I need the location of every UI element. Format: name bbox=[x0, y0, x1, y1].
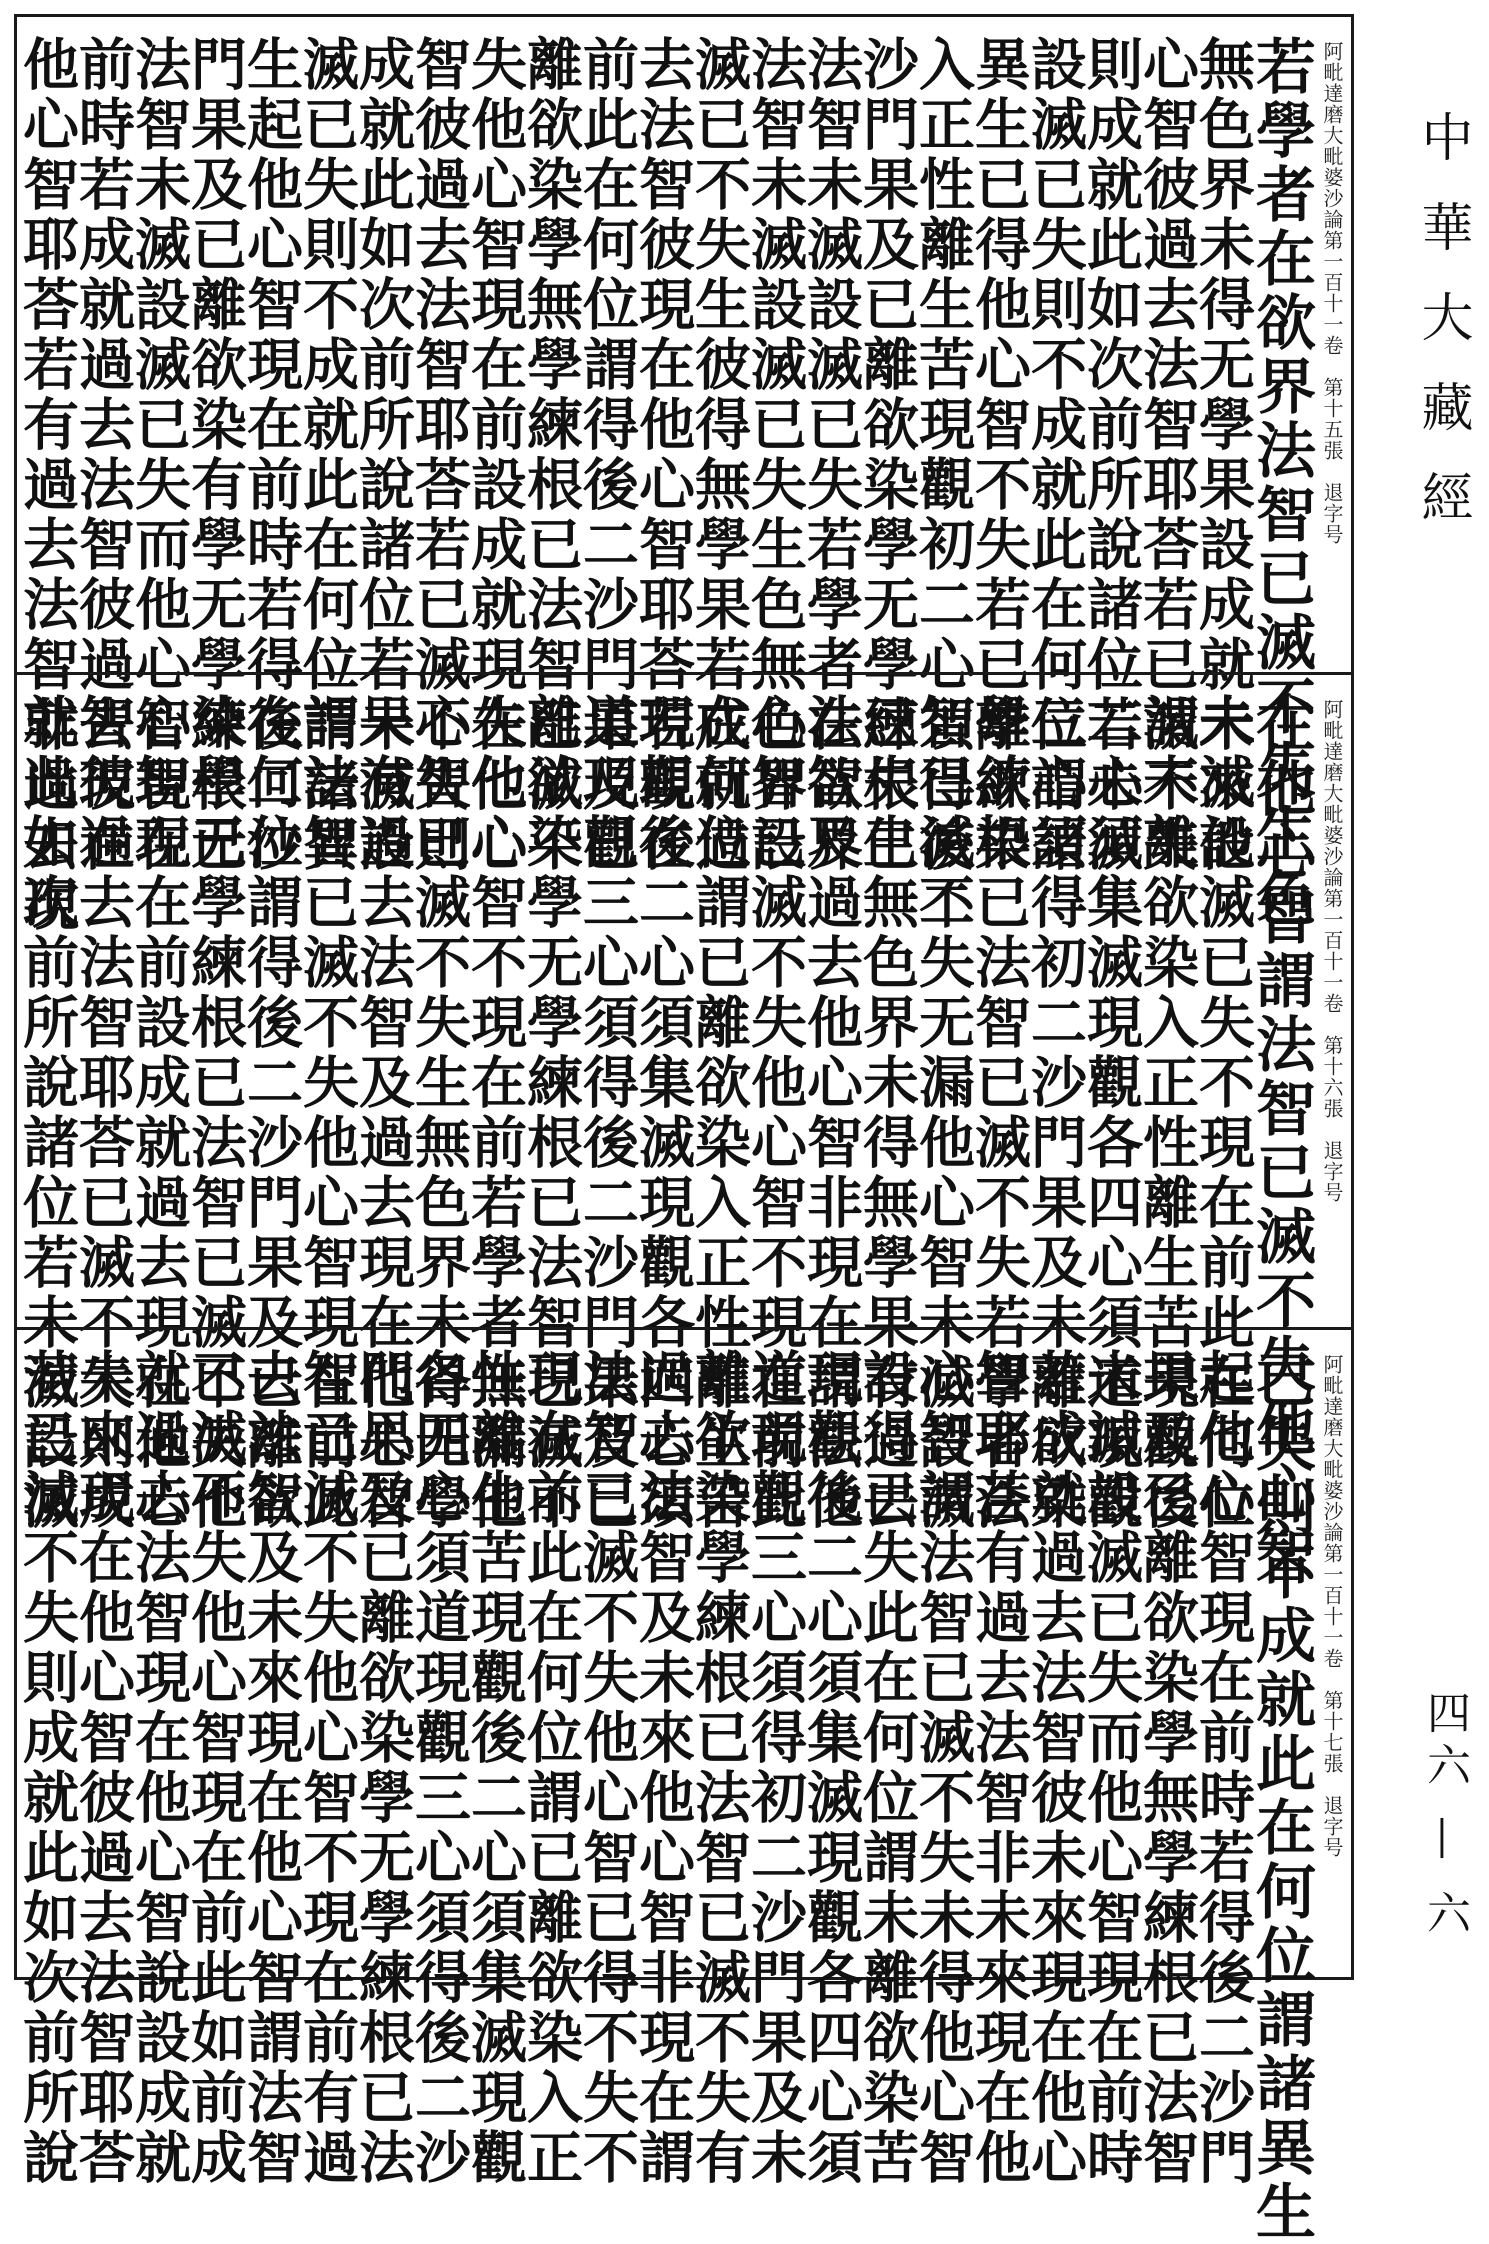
text-column: 生起他心智現在前時若得後二沙 bbox=[238, 35, 304, 875]
text-column: 已失生無色界未得無學果有過去 bbox=[854, 693, 920, 1533]
text-column: 心智現在前設成就過去現在他心 bbox=[126, 693, 192, 1533]
text-column: 道現觀三心須得後二沙門果及已 bbox=[574, 693, 640, 1533]
text-column: 心智已滅不失生無色界未得无學 bbox=[406, 693, 472, 1533]
text-column: 失他心智現在前設成就現在他心 bbox=[462, 35, 528, 875]
text-column: 去法智及未來現在他心智謂法智 bbox=[238, 1348, 304, 2188]
text-panel-1 bbox=[14, 17, 1351, 935]
text-column: 異生已得他心智不失若已離欲染 bbox=[966, 35, 1032, 875]
text-column: 心智謂法智已滅不失未得他心智 bbox=[910, 1348, 976, 2188]
text-column: 門果及已離欲染有學无學練根已 bbox=[182, 35, 248, 875]
text-column: 成就此如次前所說諸位若未滅設 bbox=[350, 35, 416, 875]
text-column: 染學无學練根已法智已滅不失他 bbox=[182, 693, 248, 1533]
text-column: 在何位謂得後二沙門果及已離欲 bbox=[238, 693, 304, 1533]
text-column: 滅已不失生彼得無學果若成就過 bbox=[686, 35, 752, 875]
text-panel-3 bbox=[14, 1327, 1351, 2244]
text-column: 果有過去法智及過去現在他心智 bbox=[350, 693, 416, 1533]
text-column: 已失則不成就此在何位謂諸異生 bbox=[1246, 1348, 1316, 2244]
page-number: 四六 — 六 bbox=[1419, 1690, 1470, 1942]
text-column: 他心智耶荅若有過去法智非過去現 bbox=[14, 35, 80, 935]
text-column: 設滅已失則不成就此在何位謂諸 bbox=[1022, 35, 1088, 875]
text-column: 就此如次前所說諸位若未滅設滅 bbox=[14, 693, 80, 1533]
text-column: 在他心智謂法智已滅不失他心智 bbox=[1246, 693, 1316, 1589]
text-column: 去法智彼現在他心智耶荅若現在 bbox=[630, 35, 696, 875]
collection-title: 中華大藏經 bbox=[1412, 110, 1472, 560]
text-column: 離欲染學无學練根已法智已滅不 bbox=[518, 693, 584, 1533]
text-column: 智彼過去法智耶荅已滅不失則成 bbox=[70, 693, 136, 1533]
text-column: 未滅設滅已失不現在前此在何位 bbox=[1190, 693, 1256, 1533]
text-column: 謂未離欲染入正性離生苦現觀後 bbox=[1134, 693, 1200, 1533]
panel-3-margin-note: 阿毗達磨大毗婆沙論第一百十一卷 第十七張 退字号 bbox=[1320, 1354, 1344, 1858]
text-column: 性離生苦現觀後二心須集滅現觀 bbox=[462, 1348, 528, 2188]
text-column: 若已滅不失則成就此如次前所說 bbox=[14, 1348, 80, 2188]
text-column: 現觀後二心須集滅現觀各四心須 bbox=[798, 1348, 864, 2188]
text-column: 學練根已法智已滅不失若學者法 bbox=[966, 693, 1032, 1533]
text-column: 門果及已離欲染學无學練根已法 bbox=[350, 1348, 416, 2188]
text-column: 入正性離生苦現觀初二心須得後二 bbox=[910, 35, 976, 935]
panel-1-columns bbox=[14, 35, 1316, 935]
text-column: 道現觀三心須得初二沙門果及未 bbox=[742, 1348, 808, 2188]
text-column: 沙門果及已離欲染學无學練根已 bbox=[854, 35, 920, 875]
text-column: 法智已滅不失他心智已得不失不 bbox=[574, 1348, 640, 2188]
text-column: 離欲染學練根已法智已滅不失有 bbox=[686, 1348, 752, 2188]
text-column: 各四心須道現觀三心須得後二沙 bbox=[406, 1348, 472, 2188]
text-column: 現觀後二心須集滅現觀各四心須 bbox=[630, 693, 696, 1533]
text-column: 謂法智已滅不失他心智現在前此 bbox=[294, 693, 360, 1533]
panel-3-columns bbox=[14, 1348, 1316, 2244]
text-column: 法智未滅設滅已失而他心智現在 bbox=[126, 35, 192, 875]
text-column: 若成就過去法智彼未來現在他心 bbox=[1022, 1348, 1088, 2188]
text-column: 三心須得初二沙門果及未離欲染 bbox=[1022, 693, 1088, 1533]
sutra-page-frame bbox=[14, 14, 1354, 2244]
text-column: 二心須集滅現觀各四心須道現觀 bbox=[1078, 693, 1144, 1533]
text-column: 法智及過去他心智非現在謂法他 bbox=[798, 693, 864, 1533]
text-column: 離欲染學無學練根已法智已滅不 bbox=[518, 35, 584, 875]
text-column: 智彼過去法智耶荅若已滅不失則 bbox=[406, 35, 472, 875]
text-column: 就過去法智現在他心智說設成就 bbox=[126, 1348, 192, 2188]
text-column: 果及已離欲染學無學練根已法智 bbox=[1134, 1348, 1200, 2188]
text-column: 無色界未得无學果設成就未來他 bbox=[1190, 35, 1256, 875]
text-column: 法智未滅設滅已失若學者在欲界 bbox=[798, 35, 864, 875]
text-column: 智已滅不失他心智不現在前有過 bbox=[294, 1348, 360, 2188]
text-column: 已滅不失他心智現在前此如前成 bbox=[182, 1348, 248, 2188]
text-column: 若學者在欲界法智已滅不失生色 bbox=[1246, 35, 1316, 931]
text-column: 心智彼過去法智耶荅若已滅不失 bbox=[1134, 35, 1200, 875]
panel-2-columns bbox=[14, 693, 1316, 1589]
text-column: 失他心智不現在前若學者無漏他 bbox=[462, 693, 528, 1533]
text-column: 前此在何位謂得後二沙門果及已 bbox=[574, 35, 640, 875]
text-column: 現在前此在何位謂已離欲染入正 bbox=[518, 1348, 584, 2188]
panel-1-margin-note: 阿毗達磨大毗婆沙論第一百十一卷 第十五張 退字号 bbox=[1320, 41, 1344, 545]
text-panel-2 bbox=[14, 672, 1351, 1589]
text-column: 則成就此如次前所說諸位若未滅 bbox=[1078, 35, 1144, 875]
text-column: 智已滅不失无漏他心智未滅設滅 bbox=[910, 693, 976, 1533]
text-column: 起他心智現在前時若得後二沙門 bbox=[1190, 1348, 1256, 2188]
text-column: 未來現在他心智彼過去法智耶荅 bbox=[70, 1348, 136, 2188]
text-column: 法智未滅設滅已失生色無色界設 bbox=[742, 35, 808, 875]
text-column: 在何位謂已離欲染入正性離生苦 bbox=[686, 693, 752, 1533]
text-column: 前時若成就過去法智彼過去現在 bbox=[70, 35, 136, 875]
panel-2-margin-note: 阿毗達磨大毗婆沙論第一百十一卷 第十六張 退字号 bbox=[1320, 699, 1344, 1203]
text-column: 滅已失則不成就此在何位謂諸異 bbox=[294, 35, 360, 875]
text-column: 過去法智及未來他心智非現在謂 bbox=[630, 1348, 696, 2188]
text-column: 未滅設滅已失而他心智現在前時 bbox=[1078, 1348, 1144, 2188]
text-column: 智耶荅有過去法智非未來現在他 bbox=[966, 1348, 1032, 2188]
text-column: 心智已滅不失他心智不現在前此 bbox=[742, 693, 808, 1533]
text-column: 設得已失此在何位謂未離欲染苦 bbox=[854, 1348, 920, 2188]
